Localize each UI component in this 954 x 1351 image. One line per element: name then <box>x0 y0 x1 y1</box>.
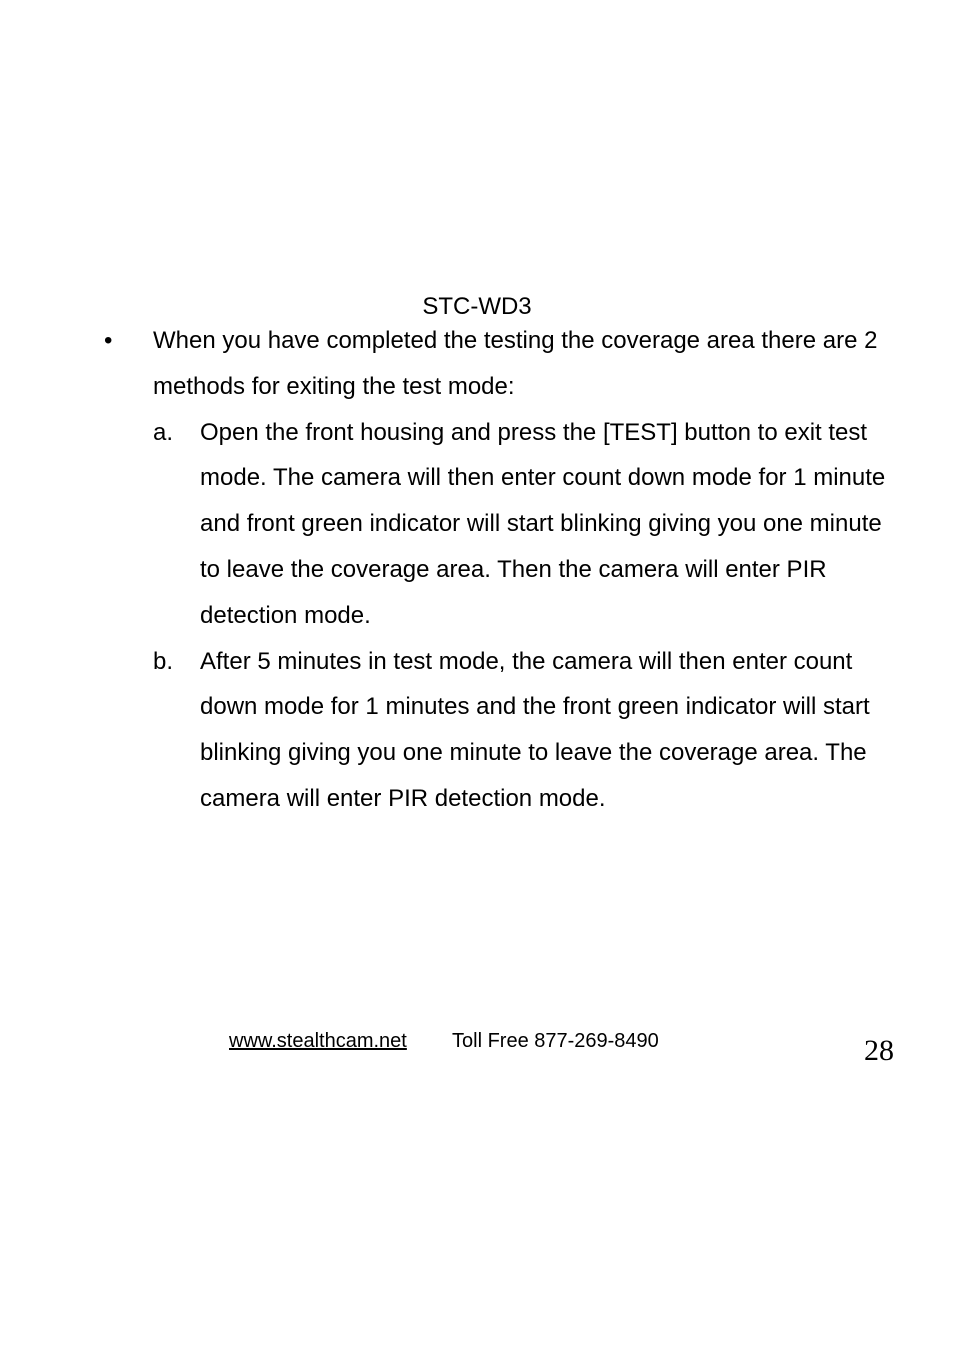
sub-item-b-marker: b. <box>153 647 174 675</box>
bullet-icon: • <box>104 327 113 354</box>
website-link[interactable]: www.stealthcam.net <box>229 1030 407 1052</box>
sub-item-b-text: After 5 minutes in test mode, the camera will then enter count down mode for 1 minutes and the front green indicator will start blinking giving you one minute to leave the coverage area. The camera will enter PIR detection mode. <box>200 647 870 812</box>
sub-item-a-text: Open the front housing and press the [TEST] button to exit test mode. The camera will then enter count down mode for 1 minute and front green indicator will start blinking giving you one minute to leave the coverage area. Then the camera will enter PIR detection mode. <box>200 418 886 629</box>
bullet-item <box>0 318 893 410</box>
sub-item-a <box>0 410 900 639</box>
toll-free-phone: Toll Free 877-269-8490 <box>452 1030 659 1052</box>
bullet-text: When you have completed the testing the coverage area there are 2 methods for exiting the test mode: <box>153 327 878 400</box>
page-footer <box>0 1030 954 1070</box>
sub-item-b <box>0 639 900 822</box>
page-title: STC-WD3 <box>422 293 532 320</box>
page-number: 28 <box>864 1034 894 1067</box>
instruction-content <box>0 318 954 822</box>
sub-item-a-marker: a. <box>153 418 174 446</box>
